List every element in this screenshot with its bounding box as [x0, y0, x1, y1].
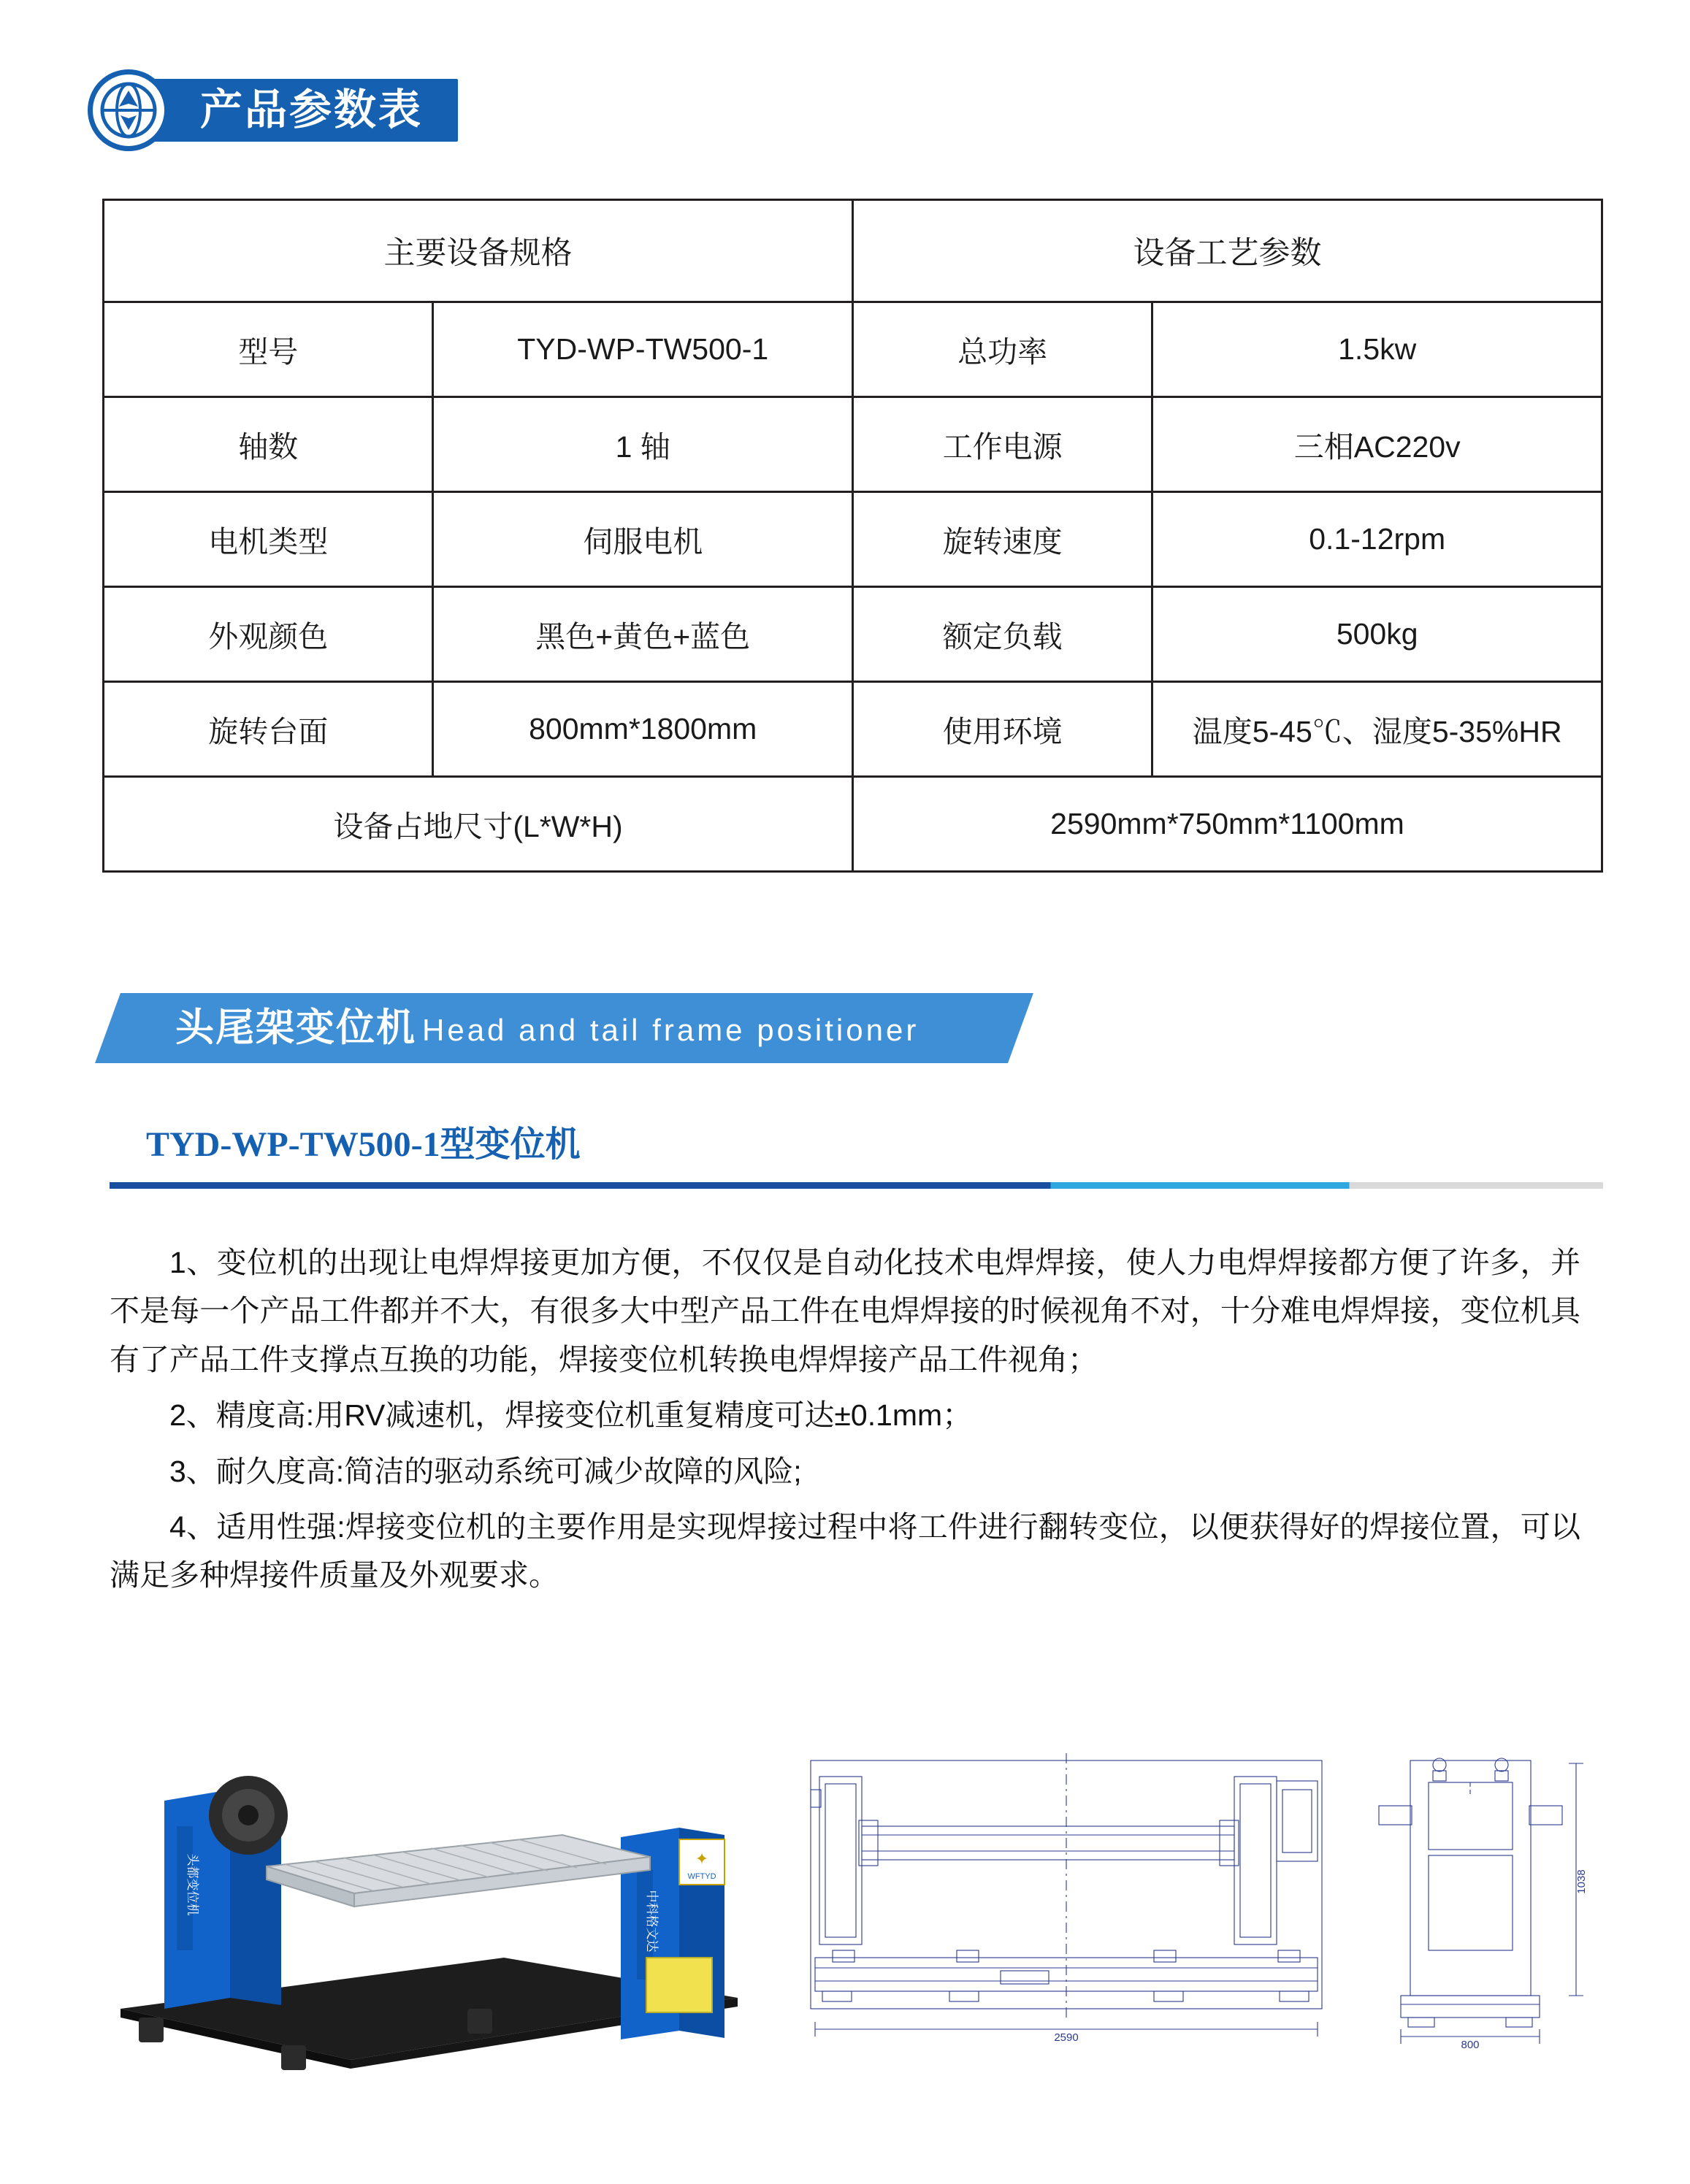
section-banner-positioner	[95, 993, 1008, 1063]
banner-title-cn: 头尾架变位机	[175, 1006, 416, 1049]
model-title: TYD-WP-TW500-1型变位机	[146, 1125, 581, 1164]
dimension-length-label: 2590	[1054, 2031, 1079, 2044]
table-row	[104, 302, 1602, 397]
paragraph-3: 3、耐久度高:简洁的驱动系统可减少故障的风险;	[169, 1454, 802, 1488]
page-root	[0, 69, 1690, 2184]
cell-value: 三相AC220v	[1152, 397, 1602, 492]
cell-label: 旋转速度	[852, 492, 1152, 587]
table-header-right: 设备工艺参数	[852, 200, 1602, 302]
paragraph-1: 1、变位机的出现让电焊焊接更加方便，不仅仅是自动化技术电焊焊接，使人力电焊焊接都方便了许多，并不是每一个产品工件都并不大，有很多大中型产品工件在电焊焊接的时候视角不对，十分难电焊焊接，变位机具有了产品工件支撑点互换的功能，焊接变位机转换电焊焊接产品工件视角；	[110, 1246, 1580, 1376]
body-text	[110, 1238, 1580, 1600]
table-row	[104, 397, 1602, 492]
paragraph-4: 4、适用性强:焊接变位机的主要作用是实现焊接过程中将工件进行翻转变位，以便获得好的焊接位置，可以满足多种焊接件质量及外观要求。	[110, 1510, 1580, 1593]
section-title-bar	[145, 79, 458, 142]
cell-label: 旋转台面	[104, 682, 433, 777]
cell-label: 工作电源	[852, 397, 1152, 492]
cell-value: 1.5kw	[1152, 302, 1602, 397]
cell-label: 使用环境	[852, 682, 1152, 777]
table-row	[104, 682, 1602, 777]
table-header-row	[104, 200, 1602, 302]
banner-content	[95, 993, 919, 1063]
table-footer-row	[104, 777, 1602, 872]
section-title-text: 产品参数表	[200, 86, 424, 134]
cell-value: 伺服电机	[433, 492, 853, 587]
figures-row	[0, 1666, 1690, 2074]
svg-text:✦: ✦	[695, 1849, 709, 1868]
cell-label: 轴数	[104, 397, 433, 492]
banner-title-en: Head and tail frame positioner	[422, 1013, 919, 1047]
paragraph-2: 2、精度高:用RV减速机，焊接变位机重复精度可达±0.1mm；	[169, 1398, 973, 1433]
globe-icon	[88, 69, 169, 151]
cell-value: 1 轴	[433, 397, 853, 492]
product-photo	[95, 1666, 752, 2074]
table-header-left: 主要设备规格	[104, 200, 853, 302]
section-header-product-params	[88, 69, 1690, 151]
cell-value: 黑色+黄色+蓝色	[433, 587, 853, 682]
cell-label: 外观颜色	[104, 587, 433, 682]
cell-label: 型号	[104, 302, 433, 397]
spec-table-wrapper	[102, 199, 1603, 873]
spec-table	[102, 199, 1603, 873]
brand-text: WFTYD	[687, 1871, 716, 1881]
cell-value: 温度5-45℃、湿度5-35%HR	[1152, 682, 1602, 777]
cell-footer-value: 2590mm*750mm*1100mm	[852, 777, 1602, 872]
dimension-width-label: 800	[1461, 2038, 1480, 2051]
cell-value: 800mm*1800mm	[433, 682, 853, 777]
cell-value: 500kg	[1152, 587, 1602, 682]
front-elevation-drawing	[789, 1739, 1344, 2053]
side-elevation-drawing	[1370, 1739, 1604, 2053]
cell-footer-label: 设备占地尺寸(L*W*H)	[104, 777, 853, 872]
svg-text:头都变位机: 头都变位机	[186, 1853, 199, 1916]
dimension-height-label: 1038	[1575, 1869, 1588, 1894]
table-row	[104, 492, 1602, 587]
cell-value: TYD-WP-TW500-1	[433, 302, 853, 397]
cell-value: 0.1-12rpm	[1152, 492, 1602, 587]
cell-label: 总功率	[852, 302, 1152, 397]
svg-text:中科格文达: 中科格文达	[645, 1890, 659, 1953]
cell-label: 额定负载	[852, 587, 1152, 682]
model-title-rule	[110, 1182, 1603, 1189]
cell-label: 电机类型	[104, 492, 433, 587]
table-row	[104, 587, 1602, 682]
